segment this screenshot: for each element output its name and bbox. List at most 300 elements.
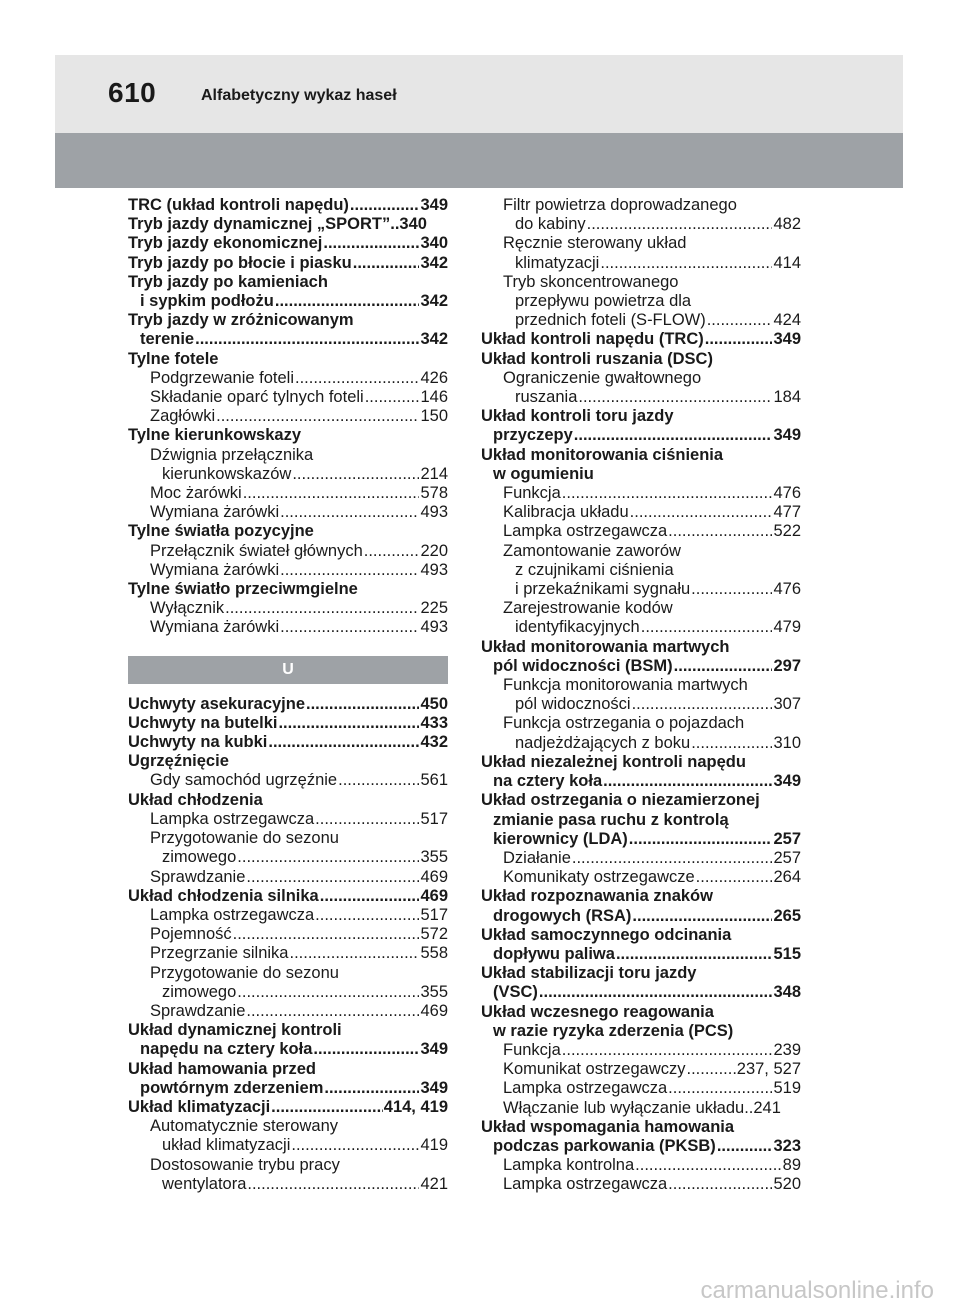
page-title: Alfabetyczny wykaz haseł [201, 87, 397, 104]
index-entry [481, 1118, 801, 1137]
index-entry [481, 753, 801, 772]
index-entry [128, 618, 448, 637]
entry-text: Układ kontroli ruszania (DSC) [481, 349, 713, 368]
index-entry [481, 484, 801, 503]
entry-text: Tryb skoncentrowanego [503, 272, 679, 291]
entry-text: Ograniczenie gwałtownego [503, 368, 702, 387]
index-entry [128, 446, 448, 465]
index-entry [481, 580, 801, 599]
entry-page: 355 [420, 848, 448, 867]
index-entry [481, 599, 801, 618]
index-entry [128, 215, 448, 234]
entry-text: Przełącznik świateł głównych [150, 541, 363, 560]
index-entry [128, 1136, 448, 1155]
dot-leader [629, 830, 773, 849]
index-entry [481, 388, 801, 407]
index-entry [481, 542, 801, 561]
entry-page: 424 [773, 311, 801, 330]
index-entry [128, 522, 448, 541]
dot-leader [562, 484, 773, 503]
index-entry [481, 1175, 801, 1194]
entry-text: w ogumieniu [493, 464, 594, 483]
index-entry [481, 1099, 801, 1118]
entry-text: Dźwignia przełącznika [150, 445, 314, 464]
index-entry [128, 733, 448, 752]
section-heading: U [128, 656, 448, 684]
entry-page: 150 [420, 407, 448, 426]
entry-text: Komunikaty ostrzegawcze [503, 868, 695, 887]
entry-text: Układ klimatyzacji [128, 1097, 271, 1116]
entry-text: Dostosowanie trybu pracy [150, 1155, 340, 1174]
index-entry [128, 196, 448, 215]
index-entry [481, 772, 801, 791]
header-dark-band [55, 133, 903, 188]
index-entry [128, 542, 448, 561]
dot-leader [280, 618, 419, 637]
index-entry [128, 887, 448, 906]
entry-page: 477 [773, 503, 801, 522]
index-entry [128, 1156, 448, 1175]
dot-leader [587, 215, 773, 234]
entry-text: Składanie oparć tylnych foteli [150, 388, 364, 407]
index-entry [128, 254, 448, 273]
entry-page: 349 [420, 1078, 448, 1097]
entry-text: Przegrzanie silnika [150, 944, 289, 963]
entry-page: 493 [420, 560, 448, 579]
entry-text: Wymiana żarówki [150, 503, 280, 522]
entry-page: 432 [420, 733, 448, 752]
entry-page: 264 [773, 868, 801, 887]
entry-text: Kalibracja układu [503, 503, 629, 522]
index-entry [481, 830, 801, 849]
entry-text: Komunikat ostrzegawczy [503, 1060, 686, 1079]
index-entry [128, 465, 448, 484]
entry-page: 225 [420, 599, 448, 618]
entry-page: 340 [420, 234, 448, 253]
index-entry [128, 925, 448, 944]
entry-text: Układ niezależnej kontroli napędu [481, 752, 746, 771]
entry-text: Układ ostrzegania o niezamierzonej [481, 791, 760, 810]
entry-page: 310 [773, 733, 801, 752]
dot-leader [717, 1137, 773, 1156]
entry-text: Tylne fotele [128, 349, 219, 368]
entry-page: 257 [773, 848, 801, 867]
entry-text: Filtr powietrza doprowadzanego [503, 196, 737, 214]
entry-page: 349 [773, 772, 801, 791]
dot-leader [364, 542, 420, 561]
dot-leader [691, 580, 772, 599]
entry-text: dopływu paliwa [493, 944, 615, 963]
dot-leader [323, 234, 419, 253]
entry-page: 522 [773, 522, 801, 541]
dot-leader [278, 714, 419, 733]
entry-text: Tryb jazdy w zróżnicowanym [128, 311, 354, 330]
index-entry [128, 580, 448, 599]
entry-page: 421 [420, 1174, 448, 1193]
entry-text: Gdy samochód ugrzęźnie [150, 771, 338, 790]
entry-page: 414, 419 [383, 1097, 448, 1116]
entry-page: 237, 527 [736, 1060, 801, 1079]
entry-page: 239 [773, 1040, 801, 1059]
index-entry [128, 484, 448, 503]
entry-text: Lampka ostrzegawcza [503, 1079, 668, 1098]
dot-leader [616, 945, 773, 964]
entry-page: 479 [773, 618, 801, 637]
entry-text: powtórnym zderzeniem [140, 1078, 324, 1097]
entry-text: Moc żarówki [150, 484, 242, 503]
index-entry [481, 1041, 801, 1060]
entry-text: Działanie [503, 848, 571, 867]
entry-page: 348 [773, 983, 801, 1002]
index-entry [128, 848, 448, 867]
page-number: 610 [108, 77, 157, 108]
entry-page: 572 [420, 925, 448, 944]
dot-leader [289, 944, 419, 963]
index-entry [128, 503, 448, 522]
dot-leader [687, 1060, 736, 1079]
dot-leader [668, 1175, 772, 1194]
index-entry [128, 964, 448, 983]
index-entry [481, 983, 801, 1002]
entry-page: 433 [420, 713, 448, 732]
entry-text: Zamontowanie zaworów [503, 541, 681, 560]
index-entry [128, 292, 448, 311]
index-entry [481, 234, 801, 253]
entry-text: Lampka ostrzegawcza [150, 905, 315, 924]
entry-page: 426 [420, 368, 448, 387]
entry-text: na cztery koła [493, 772, 603, 791]
dot-leader [578, 388, 772, 407]
entry-page: 342 [420, 253, 448, 272]
entry-page: 323 [773, 1136, 801, 1155]
dot-leader [674, 657, 773, 676]
entry-text: przepływu powietrza dla [515, 292, 692, 311]
entry-text: Przygotowanie do sezonu [150, 963, 339, 982]
entry-page: 297 [773, 656, 801, 675]
index-entry [128, 311, 448, 330]
dot-leader [247, 1175, 419, 1194]
entry-page: 414 [773, 253, 801, 272]
index-entry [128, 1098, 448, 1117]
entry-text: Układ dynamicznej kontroli [128, 1021, 342, 1040]
index-entry [481, 618, 801, 637]
index-entry [481, 407, 801, 426]
entry-page: 342 [420, 292, 448, 311]
entry-page: 349 [420, 1040, 448, 1059]
dot-leader [216, 407, 419, 426]
entry-text: Tryb jazdy po błocie i piasku [128, 253, 352, 272]
dot-leader [338, 771, 419, 790]
entry-text: Układ kontroli napędu (TRC) [481, 330, 704, 349]
index-entry [481, 945, 801, 964]
entry-text: Tryb jazdy dynamicznej „SPORT”..340 [128, 215, 427, 234]
entry-text: Tryb jazdy po kamieniach [128, 272, 328, 291]
dot-leader [237, 848, 419, 867]
entry-page: 450 [420, 694, 448, 713]
entry-text: Tryb jazdy ekonomicznej [128, 234, 323, 253]
index-entry [128, 714, 448, 733]
entry-text: Podgrzewanie foteli [150, 368, 295, 387]
entry-text: podczas parkowania (PKSB) [493, 1136, 716, 1155]
entry-text: zimowego [162, 848, 237, 867]
index-entry [128, 599, 448, 618]
entry-text: Układ chłodzenia [128, 790, 263, 809]
index-entry [481, 1079, 801, 1098]
index-entry [128, 369, 448, 388]
index-entry [128, 944, 448, 963]
index-column-left [128, 196, 448, 1194]
index-entry [128, 791, 448, 810]
entry-page: 349 [773, 330, 801, 349]
dot-leader [630, 503, 773, 522]
index-entry [481, 273, 801, 292]
dot-leader [275, 292, 420, 311]
index-entry [481, 215, 801, 234]
entry-page: 89 [782, 1156, 801, 1175]
dot-leader [632, 695, 773, 714]
entry-text: Układ rozpoznawania znaków [481, 887, 713, 906]
entry-text: TRC (układ kontroli napędu) [128, 196, 349, 214]
dot-leader [243, 484, 420, 503]
entry-text: ruszania [515, 388, 578, 407]
entry-page: 493 [420, 618, 448, 637]
entry-text: i sypkim podłożu [140, 292, 274, 311]
dot-leader [635, 1156, 781, 1175]
index-entry [128, 810, 448, 829]
index-entry [481, 887, 801, 906]
index-entry [481, 657, 801, 676]
index-entry [481, 791, 801, 810]
entry-page: 419 [420, 1136, 448, 1155]
dot-leader [295, 369, 419, 388]
dot-leader [632, 907, 772, 926]
dot-leader [233, 925, 420, 944]
entry-page: 257 [773, 829, 801, 848]
index-entry [481, 311, 801, 330]
entry-page: 307 [773, 695, 801, 714]
entry-page: 184 [773, 388, 801, 407]
index-entry [128, 561, 448, 580]
index-column-right [481, 196, 801, 1195]
entry-text: Funkcja monitorowania martwych [503, 676, 748, 695]
entry-text: Tylne światło przeciwmgielne [128, 580, 358, 599]
dot-leader [237, 983, 419, 1002]
index-entry [481, 638, 801, 657]
entry-page: 265 [773, 906, 801, 925]
dot-leader [572, 849, 773, 868]
dot-leader [365, 388, 420, 407]
entry-page: 220 [420, 541, 448, 560]
entry-page: 349 [773, 426, 801, 445]
entry-page: 558 [420, 944, 448, 963]
entry-text: identyfikacyjnych [515, 618, 640, 637]
entry-page: 349 [420, 196, 448, 214]
index-entry [481, 292, 801, 311]
index-entry [481, 1137, 801, 1156]
index-entry [128, 1040, 448, 1059]
dot-leader [225, 599, 419, 618]
entry-text: Uchwyty na kubki [128, 733, 268, 752]
entry-text: nadjeżdżających z boku [515, 733, 691, 752]
entry-page: 469 [420, 886, 448, 905]
index-entry [128, 426, 448, 445]
entry-text: drogowych (RSA) [493, 906, 632, 925]
entry-text: Lampka ostrzegawcza [503, 522, 668, 541]
dot-leader [280, 503, 419, 522]
index-entry [128, 695, 448, 714]
index-entry [128, 983, 448, 1002]
index-entry [481, 734, 801, 753]
index-entry [481, 465, 801, 484]
index-entry [481, 849, 801, 868]
entry-text: Lampka ostrzegawcza [150, 809, 315, 828]
dot-leader [271, 1098, 383, 1117]
index-entry [481, 1156, 801, 1175]
dot-leader [313, 1040, 419, 1059]
entry-page: 515 [773, 944, 801, 963]
index-entry [481, 330, 801, 349]
entry-text: Wyłącznik [150, 599, 225, 618]
entry-text: Zagłówki [150, 407, 216, 426]
entry-text: Układ stabilizacji toru jazdy [481, 964, 697, 983]
index-entry [481, 254, 801, 273]
index-entry [128, 771, 448, 790]
dot-leader [350, 196, 420, 215]
entry-text: Ręcznie sterowany układ [503, 234, 687, 253]
index-entry [481, 964, 801, 983]
index-entry [128, 1021, 448, 1040]
dot-leader [600, 254, 772, 273]
entry-text: wentylatora [162, 1174, 247, 1193]
dot-leader [324, 1079, 419, 1098]
entry-text: pól widoczności [515, 695, 631, 714]
dot-leader [668, 522, 772, 541]
index-entry [481, 350, 801, 369]
index-entry [128, 330, 448, 349]
index-entry [128, 273, 448, 292]
entry-text: przyczepy [493, 426, 573, 445]
index-entry [481, 676, 801, 695]
index-entry [481, 868, 801, 887]
entry-page: 476 [773, 484, 801, 503]
entry-page: 469 [420, 1001, 448, 1020]
entry-text: Układ samoczynnego odcinania [481, 925, 732, 944]
dot-leader [562, 1041, 773, 1060]
entry-text: Funkcja [503, 1040, 561, 1059]
dot-leader [668, 1079, 772, 1098]
entry-text: Funkcja ostrzegania o pojazdach [503, 714, 745, 733]
index-entry [481, 695, 801, 714]
entry-text: Ugrzęźnięcie [128, 752, 229, 771]
dot-leader [292, 465, 419, 484]
entry-text: Układ monitorowania ciśnienia [481, 445, 724, 464]
entry-text: (VSC) [493, 983, 538, 1002]
entry-page: 482 [773, 215, 801, 234]
dot-leader [291, 1136, 419, 1155]
index-entry [128, 234, 448, 253]
index-entry [481, 561, 801, 580]
watermark: carmanualsonline.info [700, 1277, 934, 1304]
entry-text: Automatycznie sterowany [150, 1117, 339, 1136]
dot-leader [315, 906, 419, 925]
index-entry [481, 926, 801, 945]
dot-leader [705, 330, 773, 349]
dot-leader [195, 330, 419, 349]
index-entry [481, 369, 801, 388]
entry-text: Uchwyty na butelki [128, 713, 278, 732]
dot-leader [320, 887, 420, 906]
index-entry [481, 714, 801, 733]
entry-text: układ klimatyzacji [162, 1136, 291, 1155]
entry-page: 517 [420, 809, 448, 828]
entry-page: 519 [773, 1079, 801, 1098]
entry-page: 517 [420, 905, 448, 924]
dot-leader [696, 868, 773, 887]
dot-leader [641, 618, 773, 637]
index-entry [128, 1117, 448, 1136]
entry-text: w razie ryzyka zderzenia (PCS) [493, 1021, 734, 1040]
entry-text: Układ chłodzenia silnika [128, 886, 319, 905]
index-entry [128, 1175, 448, 1194]
entry-page: 476 [773, 580, 801, 599]
entry-page: 520 [773, 1175, 801, 1194]
entry-text: napędu na cztery koła [140, 1040, 313, 1059]
entry-text: i przekaźnikami sygnału [515, 580, 691, 599]
dot-leader [246, 1002, 419, 1021]
entry-page: 355 [420, 982, 448, 1001]
entry-text: Włączanie lub wyłączanie układu..241 [503, 1098, 781, 1117]
index-entry [128, 407, 448, 426]
entry-text: z czujnikami ciśnienia [515, 560, 674, 579]
entry-text: Lampka kontrolna [503, 1156, 635, 1175]
dot-leader [574, 426, 773, 445]
dot-leader [353, 254, 420, 273]
entry-text: Wymiana żarówki [150, 618, 280, 637]
index-entry [481, 522, 801, 541]
dot-leader [246, 868, 419, 887]
entry-text: zmianie pasa ruchu z kontrolą [493, 810, 729, 829]
entry-text: zimowego [162, 982, 237, 1001]
index-entry [481, 1003, 801, 1022]
entry-page: 561 [420, 771, 448, 790]
entry-text: pól widoczności (BSM) [493, 656, 673, 675]
index-entry [481, 426, 801, 445]
entry-page: 578 [420, 484, 448, 503]
index-entry [128, 1060, 448, 1079]
entry-text: Zarejestrowanie kodów [503, 599, 673, 618]
entry-text: terenie [140, 330, 195, 349]
entry-text: Uchwyty asekuracyjne [128, 694, 306, 713]
index-entry [128, 868, 448, 887]
dot-leader [280, 561, 419, 580]
dot-leader [315, 810, 419, 829]
index-entry [481, 1060, 801, 1079]
entry-text: Pojemność [150, 925, 232, 944]
dot-leader [268, 733, 419, 752]
entry-text: Przygotowanie do sezonu [150, 829, 339, 848]
entry-text: Lampka ostrzegawcza [503, 1175, 668, 1194]
entry-text: Funkcja [503, 484, 561, 503]
entry-page: 342 [420, 330, 448, 349]
entry-page: 493 [420, 503, 448, 522]
header-band [55, 55, 903, 133]
entry-page: 469 [420, 867, 448, 886]
index-entry [481, 811, 801, 830]
entry-text: Sprawdzanie [150, 867, 246, 886]
dot-leader [539, 983, 773, 1002]
index-entry [481, 1022, 801, 1041]
entry-text: kierownicy (LDA) [493, 829, 628, 848]
